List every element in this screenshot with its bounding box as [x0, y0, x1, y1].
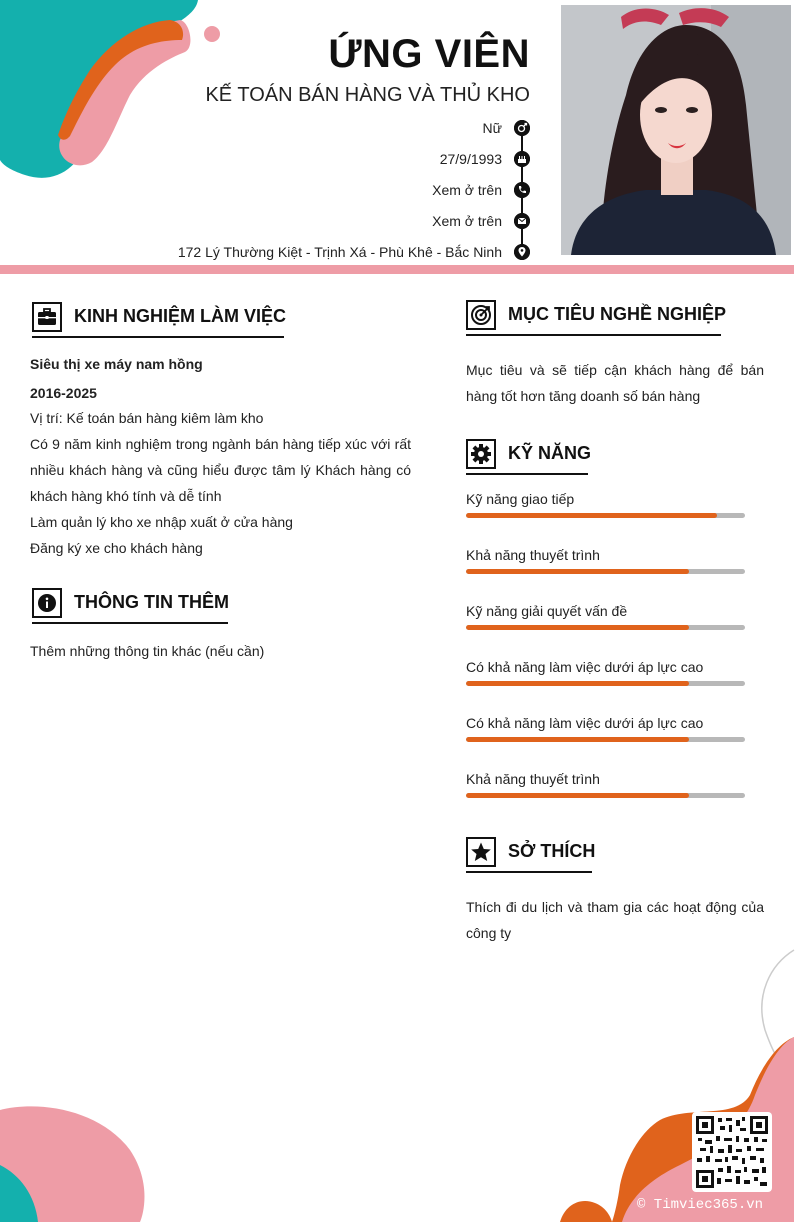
work-period: 2016-2025 — [30, 385, 97, 401]
skill-bar — [466, 569, 745, 574]
skill-bar-fill — [466, 569, 689, 574]
contact-address: 172 Lý Thường Kiệt - Trịnh Xá - Phù Khê - Bắc Ninh — [177, 244, 502, 260]
additional-section-header — [32, 588, 228, 624]
company-name: Siêu thị xe máy nam hồng — [30, 356, 203, 372]
qr-code — [692, 1112, 772, 1192]
info-icon — [32, 588, 62, 618]
skill-label: Kỹ năng giao tiếp — [466, 491, 575, 507]
copyright-text: © Timviec365.vn — [637, 1197, 764, 1213]
gear-icon — [466, 439, 496, 469]
work-position: Vị trí: Kế toán bán hàng kiêm làm kho — [30, 410, 264, 426]
objective-title: MỤC TIÊU NGHỀ NGHIỆP — [508, 304, 727, 324]
skill-bar — [466, 681, 745, 686]
job-title: KẾ TOÁN BÁN HÀNG VÀ THỦ KHO — [205, 84, 530, 106]
decor-bottom-left — [0, 1100, 150, 1222]
target-icon — [466, 300, 496, 330]
skill-bar-fill — [466, 625, 689, 630]
additional-title: THÔNG TIN THÊM — [74, 592, 229, 612]
hobbies-title: SỞ THÍCH — [508, 841, 596, 861]
additional-text: Thêm những thông tin khác (nếu cần) — [30, 643, 265, 659]
skill-bar-fill — [466, 513, 717, 518]
objective-text: Mục tiêu và sẽ tiếp cận khách hàng để bán hàng tốt hơn tăng doanh số bán hàng — [466, 362, 764, 404]
decor-top-left — [0, 0, 230, 190]
skill-bar-fill — [466, 793, 689, 798]
profile-photo — [561, 5, 791, 255]
birthday-cake-icon — [514, 151, 530, 167]
work-detail: Có 9 năm kinh nghiệm trong ngành bán hàng tiếp xúc với rất nhiều khách hàng và cũng hiểu được tâm lý Khách hàng có khách hàng khó tính và dễ tính — [30, 436, 411, 504]
star-icon — [466, 837, 496, 867]
contact-gender: Nữ — [482, 120, 502, 136]
candidate-name: ỨNG VIÊN — [328, 32, 530, 76]
phone-icon — [514, 182, 530, 198]
hobbies-text: Thích đi du lịch và tham gia các hoạt động của công ty — [466, 899, 764, 941]
briefcase-icon — [32, 302, 62, 332]
work-detail: Làm quản lý kho xe nhập xuất ở cửa hàng — [30, 514, 293, 530]
gender-icon — [514, 120, 530, 136]
header-divider — [0, 265, 794, 274]
skills-section-header — [466, 439, 592, 475]
skill-bar — [466, 737, 745, 742]
skill-label: Kỹ năng giải quyết vấn đề — [466, 603, 628, 619]
skill-bar — [466, 625, 745, 630]
experience-title: KINH NGHIỆM LÀM VIỆC — [74, 306, 287, 326]
contact-phone: Xem ở trên — [432, 182, 502, 198]
skill-label: Có khả năng làm việc dưới áp lực cao — [466, 659, 704, 675]
skill-bar — [466, 793, 745, 798]
skill-bar-fill — [466, 737, 689, 742]
skill-label: Khả năng thuyết trình — [466, 547, 600, 563]
skill-label: Có khả năng làm việc dưới áp lực cao — [466, 715, 704, 731]
skill-bar — [466, 513, 745, 518]
skill-label: Khả năng thuyết trình — [466, 771, 600, 787]
email-icon — [514, 213, 530, 229]
work-detail: Đăng ký xe cho khách hàng — [30, 540, 203, 556]
hobbies-section-header — [466, 837, 596, 873]
skill-bar-fill — [466, 681, 689, 686]
contact-email: Xem ở trên — [432, 213, 502, 229]
objective-section-header — [466, 300, 727, 336]
contact-birthday: 27/9/1993 — [439, 151, 502, 167]
skills-title: KỸ NĂNG — [508, 443, 592, 463]
experience-section-header — [32, 302, 287, 338]
location-icon — [514, 244, 530, 260]
